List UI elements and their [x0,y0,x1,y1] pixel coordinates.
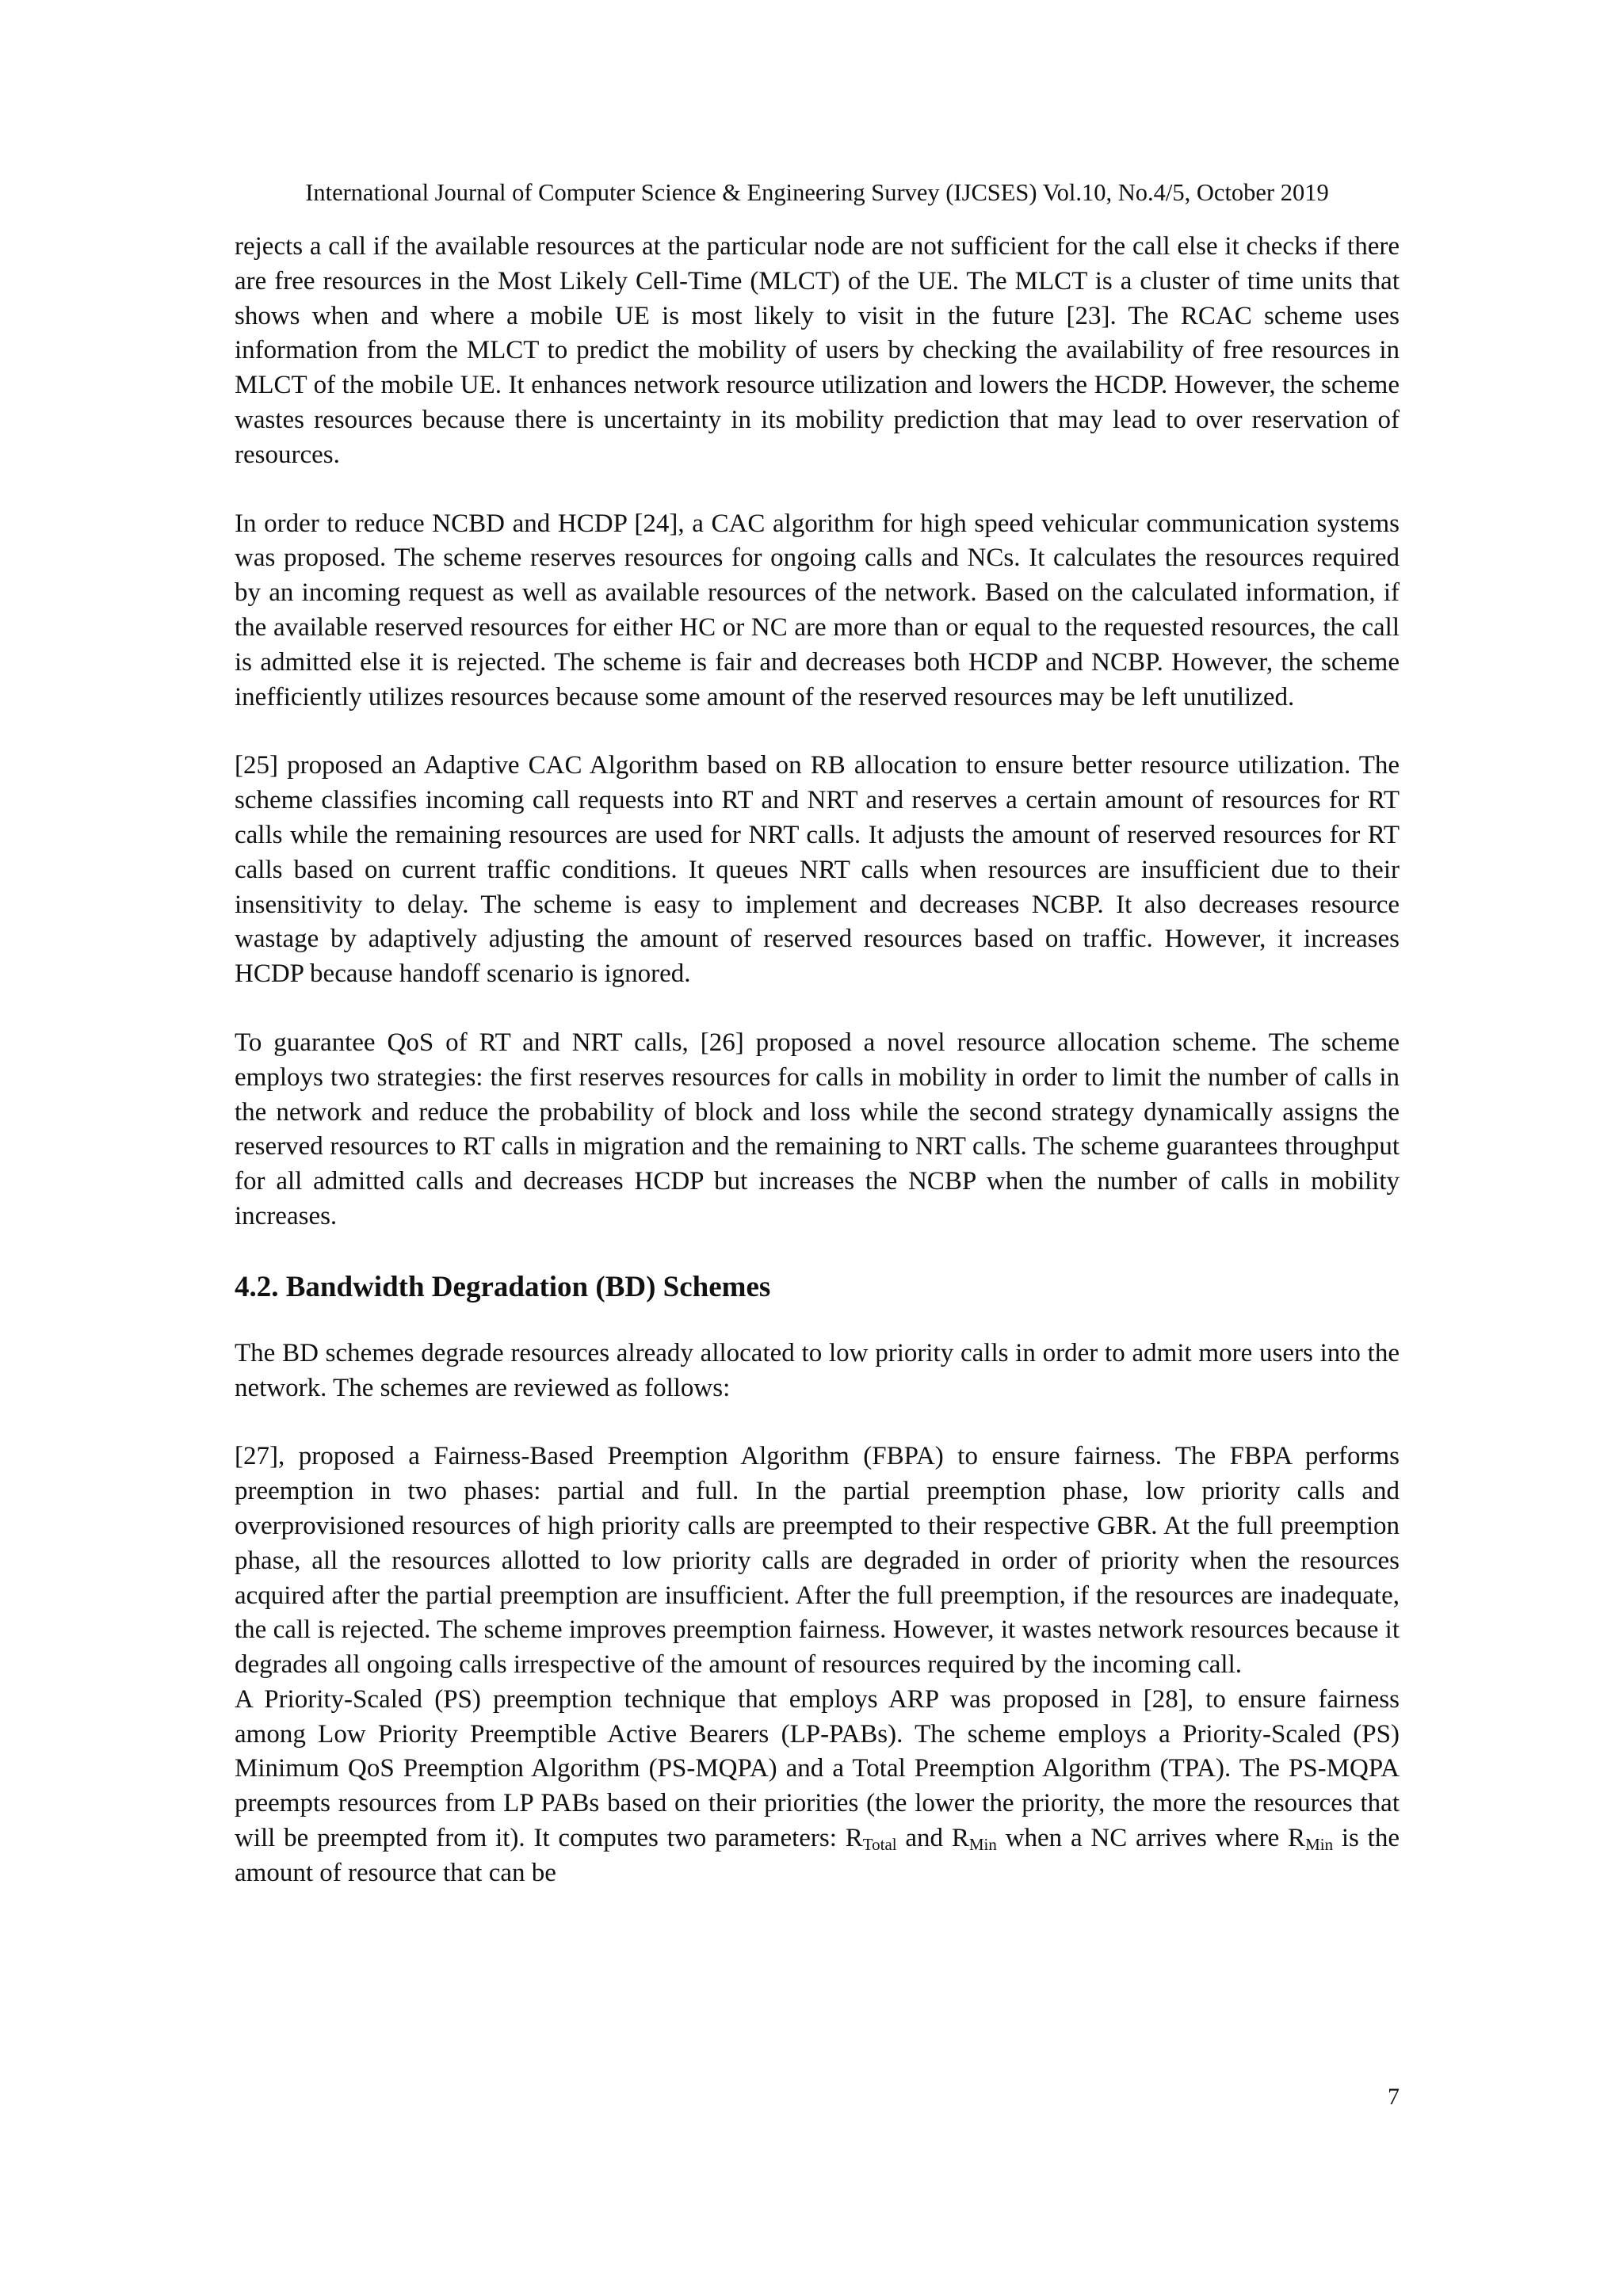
paragraph-ps-preemption-text: A Priority-Scaled (PS) preemption technique that employs ARP was proposed in [28], to ensure fairness among Low Priority Preemptible Active Bearers (LP-PABs). The scheme employs a Priority-Scaled (PS) Minimum QoS Preemption Algorithm (PS-MQPA) and a Total Preemption Algorithm (TPA). The PS-MQPA preempts resources from LP PABs based on their priorities (the lower the priority, the more the resources that will be preempted from it). It computes two [235,1684,1400,1853]
parameters-lead: parameters: R [715,1824,863,1853]
paragraph-bd-intro: The BD schemes degrade resources already allocated to low priority calls in order to admit more users into the network. The schemes are reviewed as follows: [235,1338,1400,1402]
parameters-tail: is the amount of resource that can be [235,1824,1400,1887]
parameters-and: and R [896,1824,969,1853]
subscript-min-2: Min [1305,1835,1334,1855]
paragraph-ps-preemption [235,1683,1400,1891]
paragraph-adaptive-cac: [25] proposed an Adaptive CAC Algorithm based on RB allocation to ensure better resource utilization. The scheme classifies incoming call requests into RT and NRT and reserves a certain amount of resources for RT calls while the remaining resources are used for NRT calls. It adjusts the amount of reserved resources for RT calls based on current traffic conditions. It queues NRT calls when resources are insufficient due to their insensitivity to delay. The scheme is easy to implement and decreases NCBP. It also decreases resource wastage by adaptively adjusting the amount of reserved resources based on traffic. However, it increases HCDP because handoff scenario is ignored. [235,751,1400,989]
paragraph-fbpa: [27], proposed a Fairness-Based Preemption Algorithm (FBPA) to ensure fairness. The FBPA performs preemption in two phases: partial and full. In the partial preemption phase, low priority calls and overprovisioned resources of high priority calls are preempted to their respective GBR. At the full preemption phase, all the resources allotted to low priority calls are degraded in order of priority when the resources acquired after the partial preemption are insufficient. After the full preemption, if the resources are inadequate, the call is rejected. The scheme improves preemption fairness. However, it wastes network resources because it degrades all ongoing calls irrespective of the amount of resources required by the incoming call. [235,1442,1400,1680]
parameters-mid: when a NC arrives where R [996,1824,1306,1853]
paragraph-rt-nrt-allocation: To guarantee QoS of RT and NRT calls, [26] proposed a novel resource allocation scheme. The scheme employs two strategies: the first reserves resources for calls in mobility in order to limit the number of calls in the network and reduce the probability of block and loss while the second strategy dynamically assigns the reserved resources to RT calls in migration and the remaining to NRT calls. The scheme guarantees throughput for all admitted calls and decreases HCDP but increases the NCBP when the number of calls in mobility increases. [235,1028,1400,1230]
section-heading-bandwidth-degradation: 4.2. Bandwidth Degradation (BD) Schemes [235,1270,771,1303]
page-number: 7 [1388,2084,1400,2110]
paragraph-rcac: rejects a call if the available resources at the particular node are not sufficient for the call else it checks if there are free resources in the Most Likely Cell-Time (MLCT) of the UE. The MLCT is a cluster of time units that shows when and where a mobile UE is most likely to visit in the future [23]. The RCAC scheme uses information from the MLCT to predict the mobility of users by checking the availability of free resources in MLCT of the mobile UE. It enhances network resource utilization and lowers the HCDP. However, the scheme wastes resources because there is uncertainty in its mobility prediction that may lead to over reservation of resources. [235,232,1400,469]
paragraph-vehicular-cac: In order to reduce NCBD and HCDP [24], a CAC algorithm for high speed vehicular communication systems was proposed. The scheme reserves resources for ongoing calls and NCs. It calculates the resources required by an incoming request as well as available resources of the network. Based on the calculated information, if the available reserved resources for either HC or NC are more than or equal to the requested resources, the call is admitted else it is rejected. The scheme is fair and decreases both HCDP and NCBP. However, the scheme inefficiently utilizes resources because some amount of the reserved resources may be left unutilized. [235,509,1400,711]
subscript-total: Total [862,1835,897,1855]
article-body [235,230,1400,1891]
running-header: International Journal of Computer Science & Engineering Survey (IJCSES) Vol.10, No.4/5, October 2019 [305,179,1329,206]
subscript-min: Min [968,1835,997,1855]
